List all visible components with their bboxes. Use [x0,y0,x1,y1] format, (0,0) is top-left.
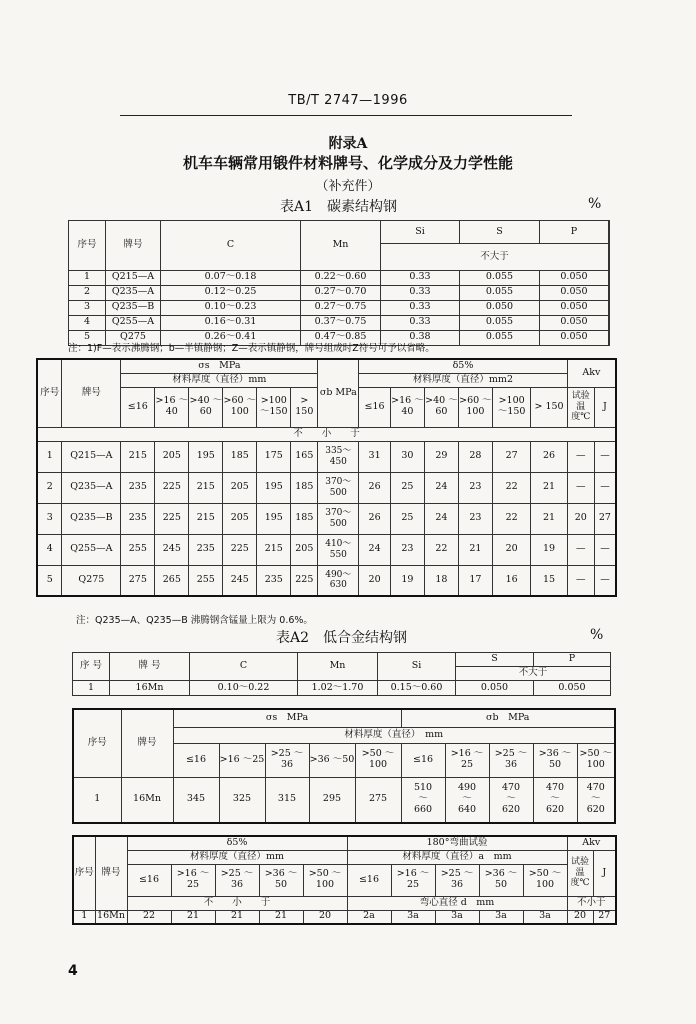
table-a2-ductility [72,835,617,925]
cell-ys: 205 [155,441,189,472]
cell-grade: Q235—B [106,300,161,315]
cell-j: — [594,565,616,596]
th-grade: 牌号 [121,709,173,777]
table-row [69,315,610,330]
cell-ys: 295 [309,777,355,823]
cell-el: 26 [359,472,391,503]
table-row [73,777,615,823]
th-notless2: 不小于 [567,896,616,910]
range2-le16: ≤16 [359,387,391,427]
cell-grade: 16Mn [95,910,127,924]
th-mandrel: 弯心直径 d mm [347,896,567,910]
cell-deox [609,300,610,315]
range-100-150: >100 ～150 [257,387,291,427]
range-50-100: >50 ～100 [355,743,401,777]
th-no: 序号 [37,359,62,427]
range2-36-50: >36 ～50 [479,864,523,896]
cell-ys: 225 [291,565,318,596]
cell-el: 16 [492,565,531,596]
cell-ys: 245 [155,534,189,565]
doc-header: TB/T 2747—1996 [288,93,408,108]
cell-s: 0.055 [460,270,540,285]
cell-el: 30 [390,441,424,472]
cell-el: 18 [424,565,458,596]
cell-ys: 265 [155,565,189,596]
cell-ys: 195 [257,503,291,534]
th-grade: 牌号 [95,836,127,910]
cell-ys: 225 [155,503,189,534]
range-le16: ≤16 [173,743,219,777]
cell-el: 25 [390,472,424,503]
cell-el: 24 [359,534,391,565]
cell-ts: 335～450 [318,441,359,472]
cell-grade: Q255—A [62,534,121,565]
cell-si: 0.33 [381,300,460,315]
th-grade: 牌号 [62,359,121,427]
table-a1-unit: % [588,196,602,212]
cell-ys: 205 [223,503,257,534]
range2-36-50: >36 ～50 [533,743,577,777]
cell-el: 21 [171,910,215,924]
th-thickness2: 材料厚度（直径）a mm [347,850,567,864]
cell-s: 0.050 [456,681,534,696]
cell-grade: Q255—A [106,315,161,330]
cell-ys: 185 [223,441,257,472]
range2-gt150: > 150 [531,387,567,427]
cell-ys: 195 [189,441,223,472]
cell-el: 29 [424,441,458,472]
cell-no: 2 [69,285,106,300]
cell-ys: 235 [121,503,155,534]
cell-el: 20 [359,565,391,596]
cell-j: — [594,534,616,565]
table-a2-strength [72,708,616,824]
cell-ys: 275 [121,565,155,596]
cell-no: 3 [69,300,106,315]
th-sigma-s: σs MPa [121,359,318,373]
cell-ys: 185 [291,503,318,534]
range-le16: ≤16 [127,864,171,896]
cell-p: 0.050 [540,315,609,330]
cell-no: 5 [69,330,106,345]
cell-ys: 345 [173,777,219,823]
table-row [69,270,610,285]
th-deox [609,221,610,271]
range2-40-60: >40 ～60 [424,387,458,427]
cell-ys: 215 [189,472,223,503]
th-p: P [540,221,609,244]
cell-no: 1 [73,681,110,696]
table-a1 [68,220,610,346]
cell-ys: 175 [257,441,291,472]
cell-no: 1 [73,910,95,924]
cell-p: 0.050 [540,270,609,285]
table-row [73,681,611,696]
th-notless: 不 小 于 [37,427,616,441]
cell-j: 27 [593,910,616,924]
cell-el: 28 [458,441,492,472]
th-mn: Mn [301,221,381,271]
cell-ts: 490～630 [318,565,359,596]
table-row [37,534,616,565]
header-rule [120,115,572,116]
th-p: P [534,653,611,667]
cell-temp: — [567,565,594,596]
cell-el: 23 [458,472,492,503]
cell-grade: 16Mn [110,681,190,696]
th-thickness2: 材料厚度（直径）mm2 [359,373,567,387]
cell-ts: 370～500 [318,503,359,534]
cell-grade: Q275 [62,565,121,596]
cell-c: 0.10～0.23 [161,300,301,315]
cell-ys: 235 [189,534,223,565]
cell-el: 20 [303,910,347,924]
cell-s: 0.055 [460,315,540,330]
range-16-40: >16 ～40 [155,387,189,427]
th-s: S [456,653,534,667]
cell-el: 15 [531,565,567,596]
cell-el: 22 [492,503,531,534]
cell-no: 5 [37,565,62,596]
cell-ys: 255 [121,534,155,565]
th-sigma-s: σs MPa [173,709,401,727]
cell-el: 23 [390,534,424,565]
table-row [69,300,610,315]
range2-le16: ≤16 [347,864,391,896]
table-row [37,503,616,534]
cell-el: 20 [492,534,531,565]
cell-temp: — [567,441,594,472]
cell-bend: 3a [391,910,435,924]
cell-mn: 0.27～0.75 [301,300,381,315]
th-sigma-b: σb MPa [318,359,359,427]
cell-mn: 0.22～0.60 [301,270,381,285]
cell-s: 0.055 [460,330,540,345]
range2-25-36: >25 ～36 [435,864,479,896]
table-row [69,285,610,300]
cell-c: 0.07～0.18 [161,270,301,285]
appendix-title: 附录A [328,136,368,152]
th-mn: Mn [298,653,378,681]
range2-100-150: >100 ～150 [492,387,531,427]
cell-el: 21 [531,503,567,534]
cell-ys: 325 [219,777,265,823]
th-grade: 牌 号 [110,653,190,681]
table-row [37,441,616,472]
cell-no: 1 [37,441,62,472]
cell-j: 27 [594,503,616,534]
cell-el: 21 [215,910,259,924]
th-thickness: 材料厚度（直径）mm [127,850,347,864]
cell-p: 0.050 [540,330,609,345]
cell-ys: 245 [223,565,257,596]
range-36-50: >36 ～50 [259,864,303,896]
range-40-60: >40 ～60 [189,387,223,427]
cell-el: 26 [359,503,391,534]
cell-el: 19 [390,565,424,596]
cell-el: 26 [531,441,567,472]
cell-ys: 215 [189,503,223,534]
cell-j: — [594,472,616,503]
cell-temp: — [567,534,594,565]
th-delta: δ5% [359,359,567,373]
th-akv: Akv [567,359,616,387]
table-row [73,910,616,924]
cell-grade: Q235—B [62,503,121,534]
cell-mn: 1.02～1.70 [298,681,378,696]
cell-si: 0.33 [381,285,460,300]
cell-bend: 3a [479,910,523,924]
th-j: J [593,850,616,896]
th-temp: 试验温度℃ [567,387,594,427]
cell-el: 25 [390,503,424,534]
cell-ys: 195 [257,472,291,503]
appendix-subtitle: 机车车辆常用锻件材料牌号、化学成分及力学性能 [182,154,513,172]
cell-el: 22 [127,910,171,924]
cell-ys: 235 [257,565,291,596]
range2-16-25: >16 ～25 [445,743,489,777]
cell-bend: 3a [523,910,567,924]
th-delta: δ5% [127,836,347,850]
cell-el: 23 [458,503,492,534]
cell-grade: Q235—A [106,285,161,300]
cell-el: 22 [492,472,531,503]
range-gt150: > 150 [291,387,318,427]
range-25-36: >25 ～36 [265,743,309,777]
range2-50-100: >50 ～100 [577,743,615,777]
range2-16-25: >16 ～25 [391,864,435,896]
cell-ys: 275 [355,777,401,823]
cell-mn: 0.47～0.85 [301,330,381,345]
cell-el: 24 [424,472,458,503]
range-36-50: >36 ～50 [309,743,355,777]
cell-ts: 490 ～ 640 [445,777,489,823]
cell-p: 0.050 [540,300,609,315]
cell-c: 0.26～0.41 [161,330,301,345]
th-no: 序 号 [73,653,110,681]
th-s: S [460,221,540,244]
range2-60-100: >60 ～100 [458,387,492,427]
th-si: Si [381,221,460,244]
range-16-25: >16 ～25 [219,743,265,777]
th-sigma-b: σb MPa [401,709,615,727]
th-no: 序号 [73,709,121,777]
cell-ts: 470 ～ 620 [489,777,533,823]
cell-deox [609,270,610,285]
cell-temp: 20 [567,503,594,534]
cell-ys: 165 [291,441,318,472]
range-60-100: >60 ～100 [223,387,257,427]
cell-ys: 215 [121,441,155,472]
range-16-25: >16 ～25 [171,864,215,896]
th-akv: Akv [567,836,616,850]
th-temp: 试验温度℃ [567,850,593,896]
table-a1-note: 注：1)F—表示沸腾钢；b—半镇静钢；Z—表示镇静钢，牌号组成时Z符号可予以省略。 [68,343,435,354]
cell-deox [609,330,610,345]
cell-c: 0.16～0.31 [161,315,301,330]
page-number: 4 [68,963,78,979]
cell-el: 19 [531,534,567,565]
cell-el: 17 [458,565,492,596]
table-a1-caption: 表A1 碳素结构钢 [280,199,398,215]
cell-grade: 16Mn [121,777,173,823]
cell-mn: 0.27～0.70 [301,285,381,300]
cell-ys: 215 [257,534,291,565]
cell-ys: 225 [155,472,189,503]
cell-ys: 255 [189,565,223,596]
cell-grade: Q215—A [106,270,161,285]
cell-temp: 20 [567,910,593,924]
table-a2-unit: % [590,627,604,643]
cell-ys: 205 [223,472,257,503]
cell-ys: 205 [291,534,318,565]
th-grade: 牌号 [106,221,161,271]
table-a1-mech [36,358,617,597]
cell-bend: 2a [347,910,391,924]
appendix-supplement: （补充件） [315,179,381,194]
cell-no: 1 [73,777,121,823]
table-a2-caption: 表A2 低合金结构钢 [276,630,408,646]
th-thickness: 材料厚度（直径） mm [173,727,615,743]
range2-50-100: >50 ～100 [523,864,567,896]
cell-j: — [594,441,616,472]
table-a1-mech-note: 注：Q235—A、Q235—B 沸腾钢含锰量上限为 0.6%。 [76,615,313,626]
cell-no: 3 [37,503,62,534]
cell-no: 4 [37,534,62,565]
cell-ts: 510 ～ 660 [401,777,445,823]
cell-si: 0.33 [381,270,460,285]
table-row [37,565,616,596]
cell-ts: 470 ～ 620 [533,777,577,823]
th-notmore: 不大于 [456,667,611,681]
cell-grade: Q215—A [62,441,121,472]
cell-ys: 235 [121,472,155,503]
th-notless: 不 小 于 [127,896,347,910]
th-j: J [594,387,616,427]
cell-el: 24 [424,503,458,534]
th-notmore: 不大于 [381,244,609,271]
cell-el: 21 [531,472,567,503]
cell-grade: Q235—A [62,472,121,503]
cell-si: 0.33 [381,315,460,330]
cell-no: 4 [69,315,106,330]
cell-el: 27 [492,441,531,472]
range-25-36: >25 ～36 [215,864,259,896]
cell-c: 0.10～0.22 [190,681,298,696]
th-no: 序号 [69,221,106,271]
range2-16-40: >16 ～40 [390,387,424,427]
table-a2 [72,652,611,696]
cell-ts: 410～550 [318,534,359,565]
cell-p: 0.050 [540,285,609,300]
range-50-100: >50 ～100 [303,864,347,896]
th-thickness: 材料厚度（直径）mm [121,373,318,387]
cell-s: 0.055 [460,285,540,300]
cell-si: 0.15～0.60 [378,681,456,696]
range-le16: ≤16 [121,387,155,427]
table-row [37,472,616,503]
cell-ts: 470 ～ 620 [577,777,615,823]
cell-deox [609,285,610,300]
range2-25-36: >25 ～36 [489,743,533,777]
cell-si: 0.38 [381,330,460,345]
th-bend: 180°弯曲试验 [347,836,567,850]
cell-mn: 0.37～0.75 [301,315,381,330]
cell-ys: 225 [223,534,257,565]
cell-el: 22 [424,534,458,565]
th-c: C [190,653,298,681]
cell-el: 31 [359,441,391,472]
range2-le16: ≤16 [401,743,445,777]
th-no: 序号 [73,836,95,910]
cell-el: 21 [259,910,303,924]
cell-s: 0.050 [460,300,540,315]
cell-no: 2 [37,472,62,503]
cell-p: 0.050 [534,681,611,696]
cell-no: 1 [69,270,106,285]
th-si: Si [378,653,456,681]
cell-temp: — [567,472,594,503]
cell-bend: 3a [435,910,479,924]
cell-grade: Q275 [106,330,161,345]
cell-ys: 315 [265,777,309,823]
cell-ys: 185 [291,472,318,503]
cell-c: 0.12～0.25 [161,285,301,300]
th-c: C [161,221,301,271]
cell-el: 21 [458,534,492,565]
cell-deox [609,315,610,330]
cell-ts: 370～500 [318,472,359,503]
